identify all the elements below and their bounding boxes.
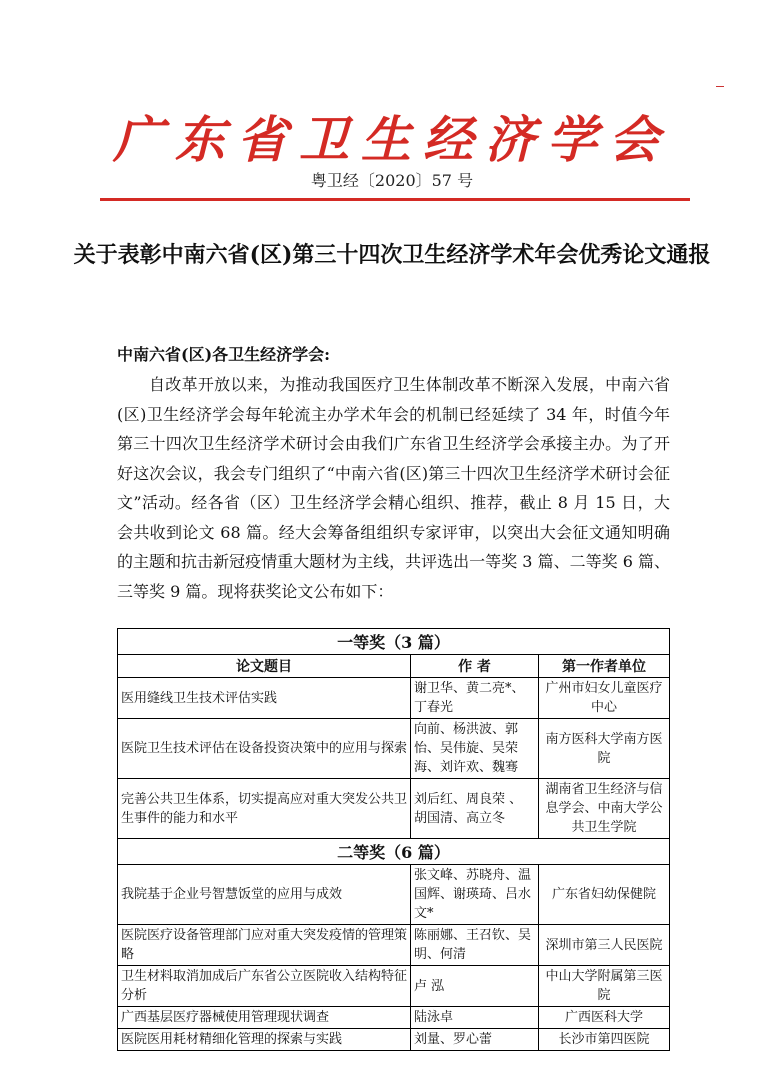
paper-unit: 长沙市第四医院 [539, 1029, 670, 1051]
organization-letterhead: 广东省卫生经济学会 [113, 110, 671, 169]
awards-table [117, 628, 670, 1051]
paper-title: 医院医用耗材精细化管理的探索与实践 [118, 1029, 411, 1051]
table-row [118, 865, 670, 925]
table-row [118, 719, 670, 779]
paper-title: 医院医疗设备管理部门应对重大突发疫情的管理策略 [118, 925, 411, 966]
section-heading: 二等奖（6 篇） [118, 839, 670, 865]
section-heading-row [118, 839, 670, 865]
paper-authors: 陆泳卓 [411, 1007, 539, 1029]
header-unit: 第一作者单位 [539, 655, 670, 678]
header-title: 论文题目 [118, 655, 411, 678]
paper-unit: 广东省妇幼保健院 [539, 865, 670, 925]
section-heading: 一等奖（3 篇） [118, 629, 670, 655]
paper-title: 医用缝线卫生技术评估实践 [118, 678, 411, 719]
table-row [118, 678, 670, 719]
document-title: 关于表彰中南六省(区)第三十四次卫生经济学术年会优秀论文通报 [73, 242, 711, 268]
body-text: 自改革开放以来，为推动我国医疗卫生体制改革不断深入发展，中南六省(区)卫生经济学会每年轮流主办学术年会的机制已经延续了 34 年，时值今年第三十四次卫生经济学术研讨会由我们广东省卫生经济学会承接主办。为了开好这次会议，我会专门组织了“中南六省(区)第三十四次卫生经济学术研讨会征文”活动。经各省（区）卫生经济学会精心组织、推荐，截止 8 月 15 日，大会共收到论文 68 篇。经大会筹备组组织专家评审，以突出大会征文通知明确的主题和抗击新冠疫情重大题材为主线，共评选出一等奖 3 篇、二等奖 6 篇、三等奖 9 篇。现将获奖论文公布如下： [117, 375, 670, 601]
paper-unit: 深圳市第三人民医院 [539, 925, 670, 966]
paper-title: 医院卫生技术评估在设备投资决策中的应用与探索 [118, 719, 411, 779]
table-row [118, 1007, 670, 1029]
paper-title: 我院基于企业号智慧饭堂的应用与成效 [118, 865, 411, 925]
paper-authors: 向前、杨洪波、郭怡、吴伟旋、吴荣海、刘许欢、魏骞 [411, 719, 539, 779]
corner-mark [716, 86, 724, 87]
paper-unit: 湖南省卫生经济与信息学会、中南大学公共卫生学院 [539, 779, 670, 839]
table-row [118, 925, 670, 966]
paper-unit: 广州市妇女儿童医疗中心 [539, 678, 670, 719]
table-row [118, 966, 670, 1007]
paper-authors: 卢 泓 [411, 966, 539, 1007]
paper-authors: 谢卫华、黄二亮*、丁春光 [411, 678, 539, 719]
paper-authors: 张文峰、苏晓舟、温国辉、谢瑛琦、吕水文* [411, 865, 539, 925]
paper-title: 卫生材料取消加成后广东省公立医院收入结构特征分析 [118, 966, 411, 1007]
red-divider [100, 198, 690, 201]
paper-authors: 陈丽娜、王召钦、吴明、何清 [411, 925, 539, 966]
paper-unit: 南方医科大学南方医院 [539, 719, 670, 779]
document-number: 粤卫经〔2020〕57 号 [310, 171, 474, 190]
paper-authors: 刘量、罗心蕾 [411, 1029, 539, 1051]
paper-unit: 广西医科大学 [539, 1007, 670, 1029]
paper-title: 完善公共卫生体系，切实提高应对重大突发公共卫生事件的能力和水平 [118, 779, 411, 839]
section-heading-row [118, 629, 670, 655]
salutation: 中南六省(区)各卫生经济学会: [117, 345, 331, 364]
paper-authors: 刘后红、周良荣 、胡国清、高立冬 [411, 779, 539, 839]
table-header-row [118, 655, 670, 678]
table-row [118, 1029, 670, 1051]
paper-unit: 中山大学附属第三医院 [539, 966, 670, 1007]
header-author: 作 者 [411, 655, 539, 678]
table-row [118, 779, 670, 839]
body-paragraph [117, 370, 670, 606]
paper-title: 广西基层医疗器械使用管理现状调查 [118, 1007, 411, 1029]
